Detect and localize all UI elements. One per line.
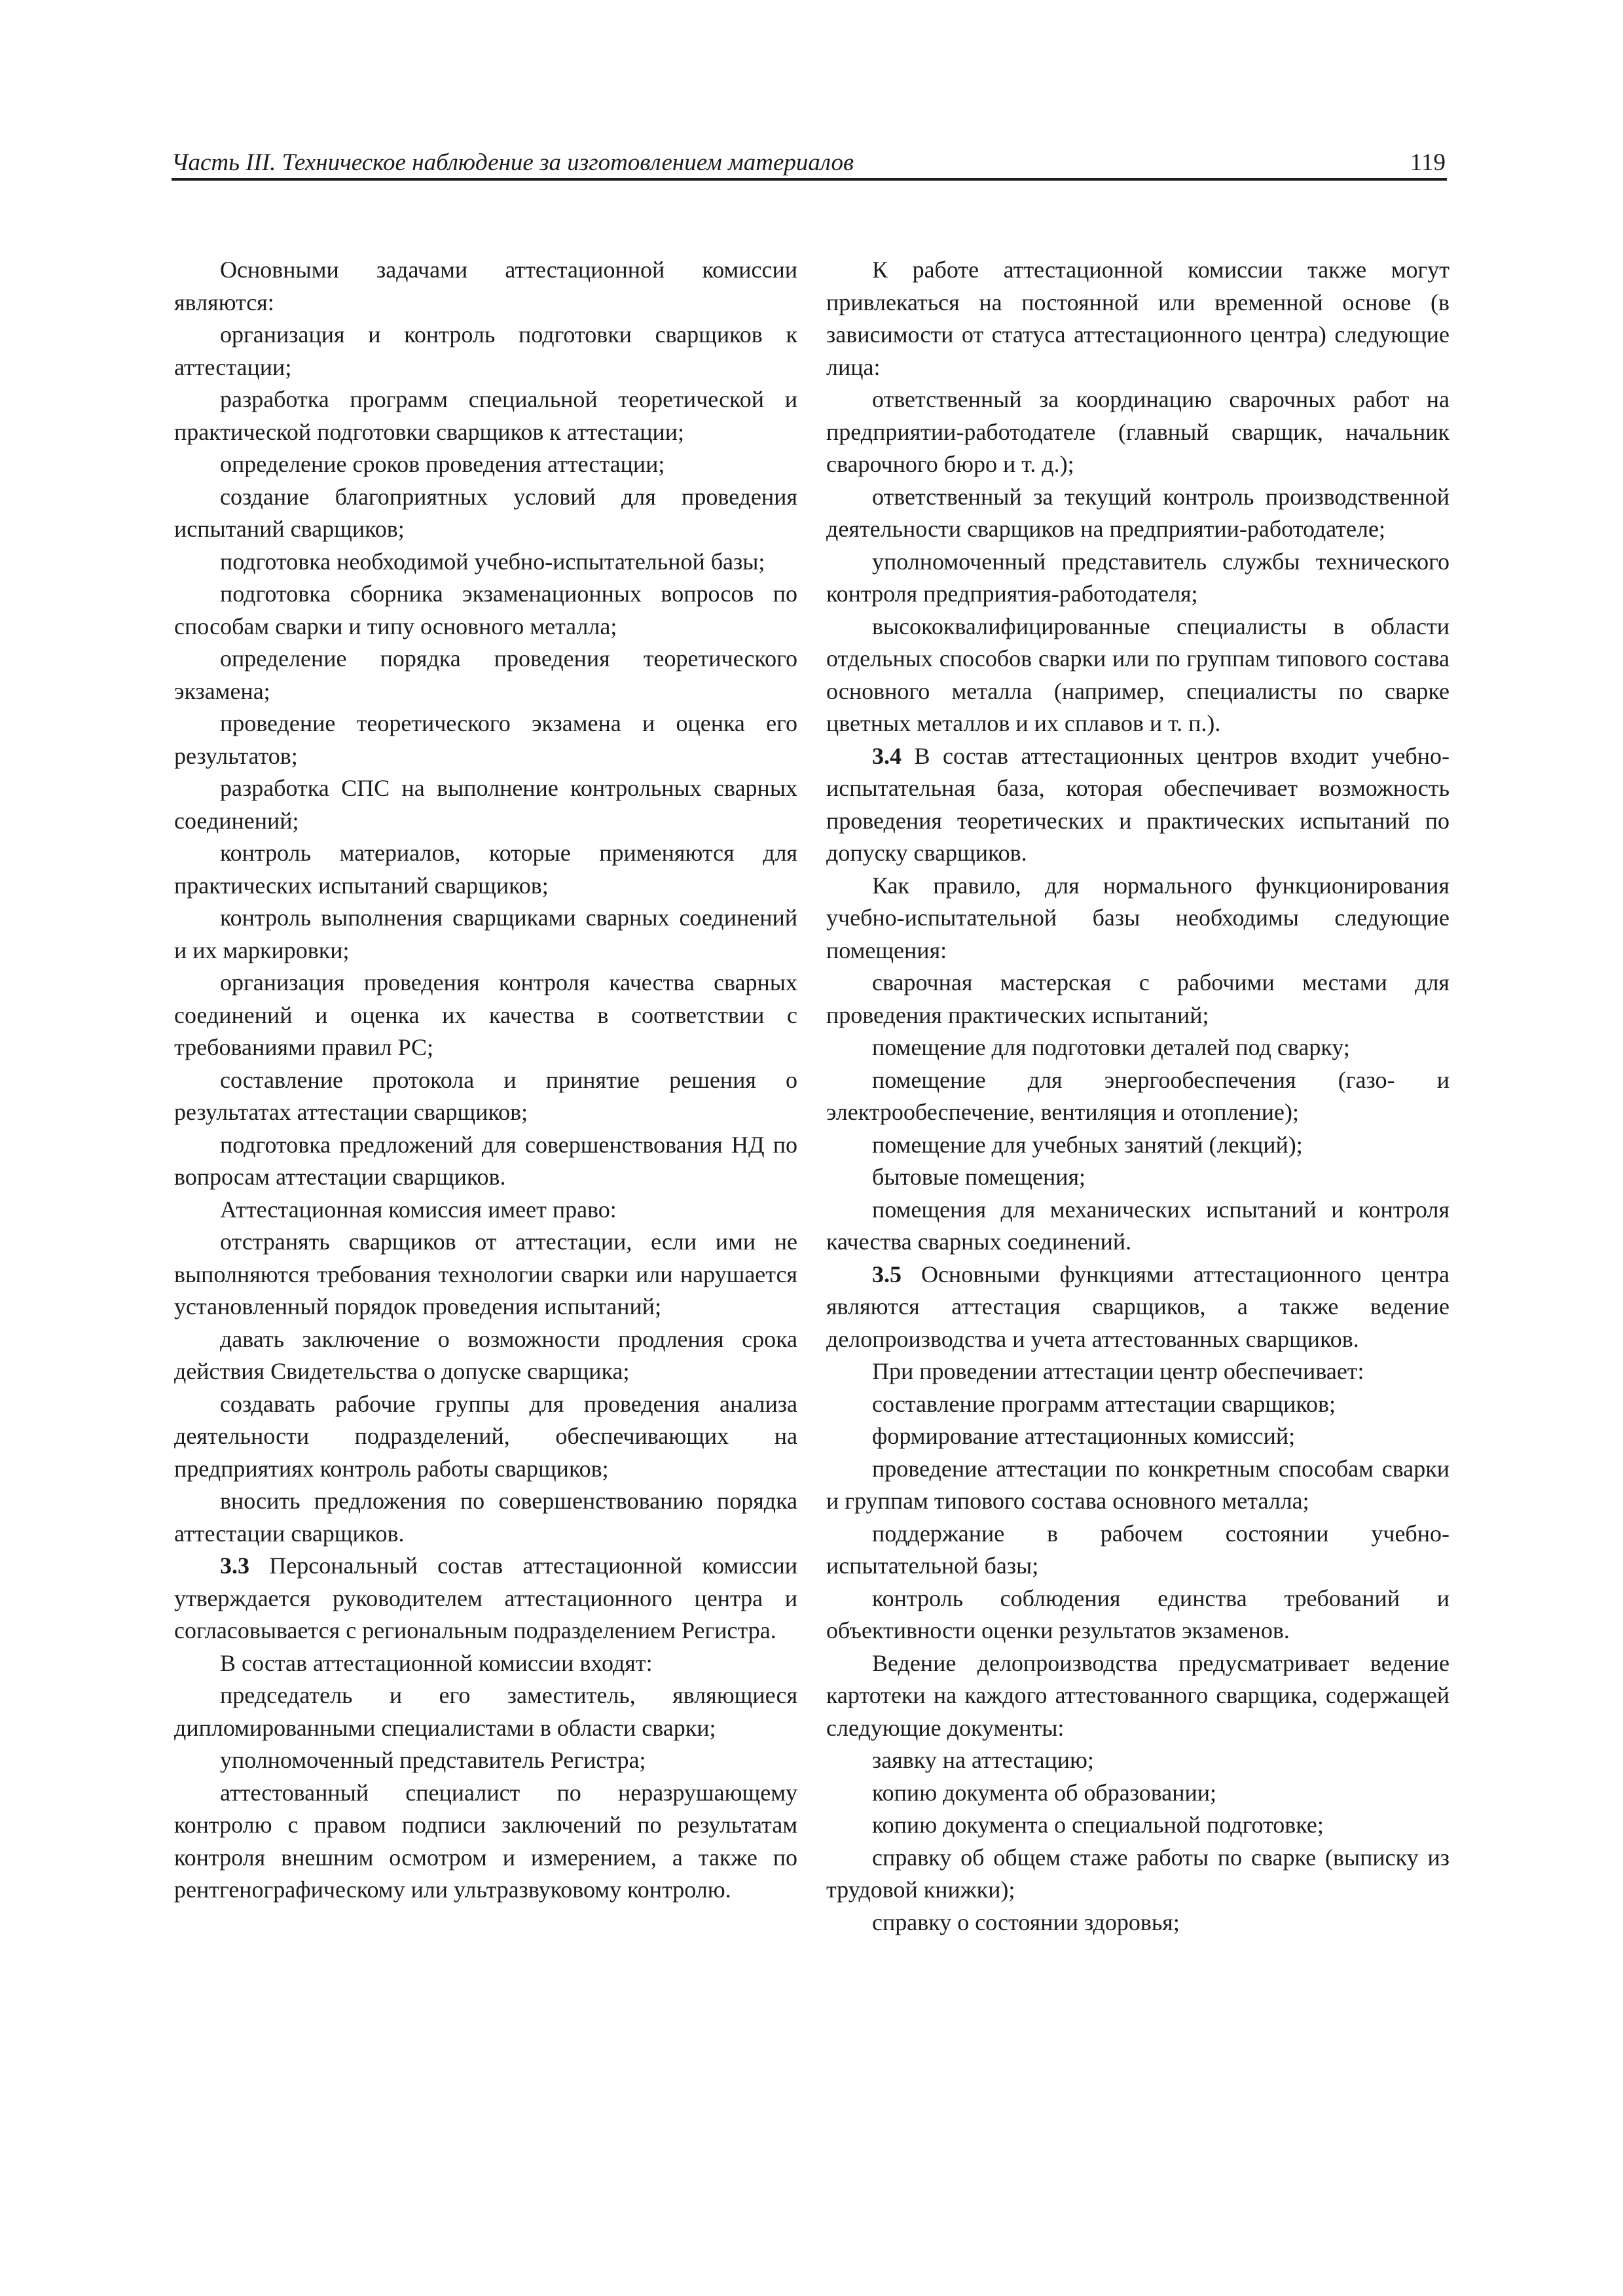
paragraph-text: Аттестационная комиссия имеет право:: [220, 1196, 617, 1223]
paragraph: [174, 384, 797, 448]
paragraph-text: высококвалифицированные специалисты в области отдельных способов сварки или по группам типового состава основного металла (например, специалисты по сварке цветных металлов и их сплавов и т. п.).: [826, 613, 1450, 736]
paragraph: [826, 1259, 1450, 1356]
paragraph: [826, 1809, 1450, 1842]
paragraph: [826, 546, 1450, 611]
paragraph-text: контроль выполнения сварщиками сварных соединений и их маркировки;: [174, 905, 797, 963]
paragraph: [826, 1161, 1450, 1194]
paragraph-text: создание благоприятных условий для проведения испытаний сварщиков;: [174, 483, 797, 542]
paragraph: [174, 1777, 797, 1907]
paragraph: [826, 1583, 1450, 1647]
section-number: 3.5: [872, 1261, 902, 1287]
paragraph-text: аттестованный специалист по неразрушающему контролю с правом подписи заключений по результатам контроля внешним осмотром и измерением, а также по рентгенографическому или ультразвуковому контролю.: [174, 1779, 797, 1903]
paragraph: [826, 1842, 1450, 1907]
paragraph-text: помещение для подготовки деталей под сварку;: [872, 1034, 1350, 1060]
paragraph-text: формирование аттестационных комиссий;: [872, 1423, 1296, 1449]
paragraph-text: копию документа о специальной подготовке;: [872, 1812, 1324, 1838]
paragraph-text: Основными задачами аттестационной комиссии являются:: [174, 257, 797, 315]
paragraph: [826, 1744, 1450, 1777]
paragraph: [174, 1744, 797, 1777]
paragraph: [174, 772, 797, 837]
paragraph-text: отстранять сварщиков от аттестации, если ими не выполняются требования технологии сварки или нарушается установленный порядок проведения испытаний;: [174, 1229, 797, 1319]
header-rule: [172, 178, 1447, 181]
paragraph-text: помещения для механических испытаний и контроля качества сварных соединений.: [826, 1196, 1450, 1255]
paragraph: [174, 1679, 797, 1744]
paragraph: [826, 1453, 1450, 1518]
paragraph-text: уполномоченный представитель Регистра;: [220, 1747, 646, 1773]
paragraph-text: При проведении аттестации центр обеспечивает:: [872, 1358, 1364, 1384]
paragraph: [174, 481, 797, 546]
paragraph-text: председатель и его заместитель, являющиеся дипломированными специалистами в области сварки;: [174, 1682, 797, 1741]
paragraph-text: справку об общем стаже работы по сварке (выписку из трудовой книжки);: [826, 1844, 1450, 1903]
paragraph-text: уполномоченный представитель службы технического контроля предприятия-работодателя;: [826, 548, 1450, 607]
paragraph-text: заявку на аттестацию;: [872, 1747, 1094, 1773]
paragraph-text: составление протокола и принятие решения о результатах аттестации сварщиков;: [174, 1066, 797, 1125]
paragraph-text: подготовка сборника экзаменационных вопросов по способам сварки и типу основного металла;: [174, 581, 797, 639]
paragraph-text: В состав аттестационной комиссии входят:: [220, 1649, 653, 1676]
paragraph: [826, 740, 1450, 870]
paragraph: [826, 1031, 1450, 1064]
paragraph-text: подготовка необходимой учебно-испытательной базы;: [220, 548, 765, 575]
paragraph: [826, 481, 1450, 546]
paragraph-text: ответственный за текущий контроль производственной деятельности сварщиков на предприятии-работодателе;: [826, 483, 1450, 542]
paragraph: [174, 967, 797, 1064]
paragraph: [174, 1323, 797, 1388]
paragraph-text: разработка программ специальной теоретической и практической подготовки сварщиков к аттестации;: [174, 386, 797, 445]
paragraph-text: помещение для энергообеспечения (газо- и электрообеспечение, вентиляция и отопление);: [826, 1066, 1450, 1125]
paragraph-text: определение порядка проведения теоретического экзамена;: [174, 645, 797, 704]
page-number: 119: [1410, 149, 1446, 176]
section-number: 3.4: [872, 742, 902, 769]
paragraph: [174, 902, 797, 967]
paragraph: [826, 1420, 1450, 1453]
paragraph-text: К работе аттестационной комиссии также могут привлекаться на постоянной или временной основе (в зависимости от статуса аттестационного центра) следующие лица:: [826, 257, 1450, 380]
paragraph: [174, 1194, 797, 1227]
paragraph: [826, 870, 1450, 967]
paragraph-text: давать заключение о возможности продления срока действия Свидетельства о допуске сварщика;: [174, 1325, 797, 1384]
paragraph-text: бытовые помещения;: [872, 1164, 1086, 1190]
paragraph: [174, 254, 797, 319]
paragraph: [174, 578, 797, 643]
paragraph: [174, 1226, 797, 1323]
paragraph: [174, 1485, 797, 1550]
paragraph-text: Персональный состав аттестационной комиссии утверждается руководителем аттестационного центра и согласовывается с региональным подразделением Регистра.: [174, 1552, 797, 1643]
paragraph: [826, 1518, 1450, 1583]
paragraph-text: Как правило, для нормального функционирования учебно-испытательной базы необходимы следующие помещения:: [826, 872, 1450, 963]
paragraph-text: организация и контроль подготовки сварщиков к аттестации;: [174, 321, 797, 380]
paragraph-text: проведение теоретического экзамена и оценка его результатов;: [174, 710, 797, 769]
paragraph: [826, 1777, 1450, 1810]
paragraph: [826, 1907, 1450, 1939]
right-column: [826, 254, 1450, 1939]
paragraph-text: организация проведения контроля качества сварных соединений и оценка их качества в соответствии с требованиями правил РС;: [174, 969, 797, 1060]
paragraph: [826, 1388, 1450, 1421]
paragraph-text: проведение аттестации по конкретным способам сварки и группам типового состава основного металла;: [826, 1455, 1450, 1514]
left-column: [174, 254, 797, 1907]
paragraph-text: Основными функциями аттестационного центра являются аттестация сварщиков, а также ведение делопроизводства и учета аттестованных сварщиков.: [826, 1261, 1450, 1352]
paragraph: [174, 546, 797, 579]
paragraph-text: ответственный за координацию сварочных работ на предприятии-работодателе (главный сварщик, начальник сварочного бюро и т. д.);: [826, 386, 1450, 477]
paragraph: [174, 1550, 797, 1647]
paragraph: [174, 643, 797, 708]
paragraph-text: сварочная мастерская с рабочими местами для проведения практических испытаний;: [826, 969, 1450, 1028]
paragraph-text: контроль соблюдения единства требований и объективности оценки результатов экзаменов.: [826, 1585, 1450, 1643]
paragraph-text: определение сроков проведения аттестации;: [220, 451, 665, 477]
paragraph-text: Ведение делопроизводства предусматривает ведение картотеки на каждого аттестованного сварщика, содержащей следующие документы:: [826, 1649, 1450, 1741]
section-number: 3.3: [220, 1552, 249, 1579]
header-title: Часть III. Техническое наблюдение за изготовлением материалов: [172, 149, 854, 176]
paragraph-text: вносить предложения по совершенствованию порядка аттестации сварщиков.: [174, 1488, 797, 1547]
paragraph: [826, 1355, 1450, 1388]
paragraph: [174, 708, 797, 772]
paragraph-text: справку о состоянии здоровья;: [872, 1909, 1180, 1935]
paragraph: [174, 1064, 797, 1129]
paragraph: [826, 1647, 1450, 1745]
paragraph: [174, 1647, 797, 1680]
paragraph-text: копию документа об образовании;: [872, 1779, 1217, 1806]
paragraph-text: подготовка предложений для совершенствования НД по вопросам аттестации сварщиков.: [174, 1131, 797, 1190]
paragraph-text: поддержание в рабочем состоянии учебно-испытательной базы;: [826, 1520, 1450, 1579]
paragraph: [826, 384, 1450, 481]
paragraph: [174, 319, 797, 384]
paragraph-text: создавать рабочие группы для проведения анализа деятельности подразделений, обеспечивающих на предприятиях контроль работы сварщиков;: [174, 1390, 797, 1482]
paragraph-text: помещение для учебных занятий (лекций);: [872, 1131, 1303, 1158]
paragraph-text: контроль материалов, которые применяются для практических испытаний сварщиков;: [174, 840, 797, 899]
paragraph: [174, 448, 797, 481]
paragraph: [174, 1129, 797, 1194]
paragraph: [174, 1388, 797, 1486]
paragraph-text: составление программ аттестации сварщиков;: [872, 1390, 1336, 1417]
paragraph: [826, 254, 1450, 384]
paragraph: [826, 1129, 1450, 1162]
paragraph: [826, 1194, 1450, 1259]
paragraph: [174, 837, 797, 902]
paragraph-text: разработка СПС на выполнение контрольных сварных соединений;: [174, 775, 797, 834]
paragraph: [826, 967, 1450, 1031]
paragraph: [826, 611, 1450, 740]
paragraph: [826, 1064, 1450, 1129]
paragraph-text: В состав аттестационных центров входит учебно-испытательная база, которая обеспечивает возможность проведения теоретических и практических испытаний по допуску сварщиков.: [826, 742, 1450, 866]
